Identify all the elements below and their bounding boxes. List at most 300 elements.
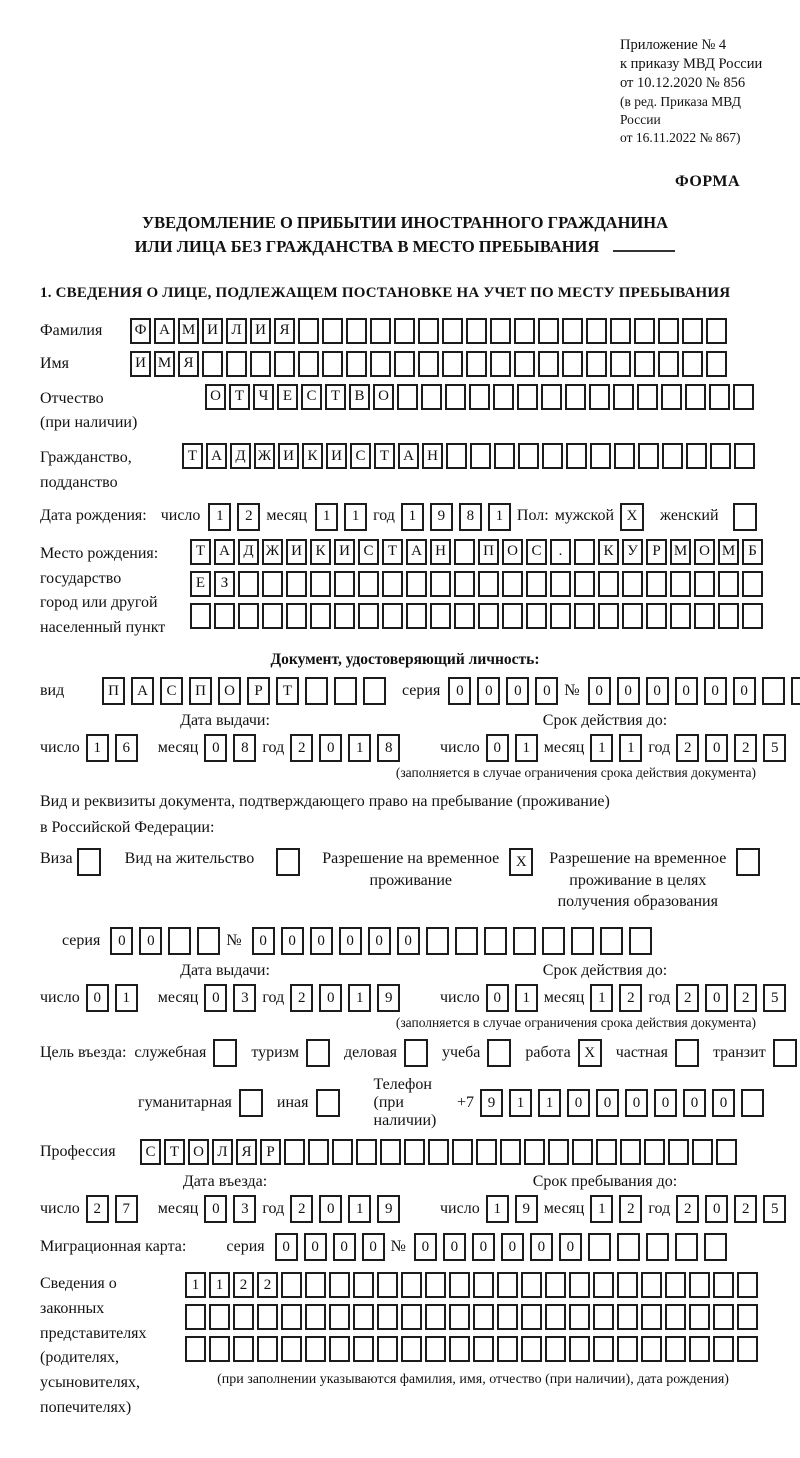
cell[interactable] <box>526 603 547 629</box>
res-issue-day-cells[interactable] <box>86 984 144 1012</box>
cell[interactable]: О <box>218 677 241 705</box>
cell[interactable] <box>305 677 328 705</box>
cell[interactable] <box>401 1272 422 1298</box>
cell[interactable]: 0 <box>477 677 500 705</box>
cell[interactable]: 1 <box>515 984 538 1012</box>
cell[interactable] <box>791 677 800 705</box>
cell[interactable] <box>548 1139 569 1165</box>
cell[interactable] <box>502 603 523 629</box>
cell[interactable] <box>401 1336 422 1362</box>
cell[interactable] <box>641 1336 662 1362</box>
cell[interactable] <box>641 1272 662 1298</box>
cell[interactable]: 0 <box>319 984 342 1012</box>
citizenship-cells[interactable] <box>182 443 758 469</box>
cell[interactable] <box>718 571 739 597</box>
cell[interactable] <box>276 848 300 876</box>
cell[interactable] <box>542 443 563 469</box>
cell[interactable] <box>692 1139 713 1165</box>
cell[interactable] <box>404 1139 425 1165</box>
cell[interactable]: 6 <box>115 734 138 762</box>
cell[interactable]: 9 <box>377 984 400 1012</box>
cell[interactable]: 8 <box>377 734 400 762</box>
cell[interactable]: 0 <box>559 1233 582 1261</box>
cell[interactable] <box>466 351 487 377</box>
cell[interactable]: 2 <box>237 503 260 531</box>
cell[interactable]: Л <box>226 318 247 344</box>
cell[interactable] <box>346 318 367 344</box>
cell[interactable] <box>497 1336 518 1362</box>
cell[interactable] <box>310 571 331 597</box>
cell[interactable] <box>716 1139 737 1165</box>
cell[interactable] <box>713 1272 734 1298</box>
cell[interactable] <box>298 351 319 377</box>
cell[interactable]: . <box>550 539 571 565</box>
birth-day-cells[interactable] <box>208 503 266 531</box>
cell[interactable]: 0 <box>654 1089 677 1117</box>
cell[interactable]: С <box>140 1139 161 1165</box>
cell[interactable]: Б <box>742 539 763 565</box>
cell[interactable]: 0 <box>704 677 727 705</box>
cell[interactable] <box>213 1039 237 1067</box>
doc-number-cells[interactable] <box>588 677 800 705</box>
cell[interactable] <box>713 1304 734 1330</box>
cell[interactable]: А <box>154 318 175 344</box>
cell[interactable]: 1 <box>209 1272 230 1298</box>
cell[interactable] <box>513 927 536 955</box>
cell[interactable] <box>689 1272 710 1298</box>
cell[interactable] <box>305 1304 326 1330</box>
cell[interactable] <box>502 571 523 597</box>
doc-kind-cells[interactable] <box>102 677 392 705</box>
cell[interactable] <box>185 1304 206 1330</box>
cell[interactable] <box>334 677 357 705</box>
cell[interactable]: 0 <box>414 1233 437 1261</box>
cell[interactable] <box>190 603 211 629</box>
cell[interactable] <box>662 443 683 469</box>
cell[interactable]: 2 <box>290 1195 313 1223</box>
cell[interactable]: 8 <box>233 734 256 762</box>
cell[interactable] <box>542 927 565 955</box>
cell[interactable] <box>617 1304 638 1330</box>
cell[interactable]: 0 <box>362 1233 385 1261</box>
cell[interactable]: П <box>102 677 125 705</box>
cell[interactable]: Р <box>260 1139 281 1165</box>
cell[interactable] <box>490 318 511 344</box>
cell[interactable] <box>710 443 731 469</box>
cell[interactable] <box>382 571 403 597</box>
cell[interactable] <box>310 603 331 629</box>
issue-day-cells[interactable] <box>86 734 144 762</box>
cell[interactable] <box>521 1336 542 1362</box>
cell[interactable] <box>358 603 379 629</box>
cell[interactable]: 0 <box>705 1195 728 1223</box>
cell[interactable] <box>497 1304 518 1330</box>
cell[interactable]: 0 <box>646 677 669 705</box>
purpose-other-checkbox[interactable] <box>316 1089 340 1117</box>
cell[interactable]: 1 <box>208 503 231 531</box>
cell[interactable] <box>316 1089 340 1117</box>
cell[interactable]: 0 <box>486 734 509 762</box>
entry-day-cells[interactable] <box>86 1195 144 1223</box>
cell[interactable] <box>394 351 415 377</box>
cell[interactable]: 0 <box>252 927 275 955</box>
cell[interactable]: 1 <box>590 1195 613 1223</box>
cell[interactable] <box>718 603 739 629</box>
cell[interactable] <box>644 1139 665 1165</box>
cell[interactable]: И <box>202 318 223 344</box>
entry-year-cells[interactable] <box>290 1195 406 1223</box>
cell[interactable] <box>262 571 283 597</box>
cell[interactable]: И <box>286 539 307 565</box>
cell[interactable] <box>541 384 562 410</box>
cell[interactable] <box>421 384 442 410</box>
cell[interactable]: 0 <box>448 677 471 705</box>
cell[interactable]: Т <box>182 443 203 469</box>
cell[interactable] <box>704 1233 727 1261</box>
cell[interactable]: А <box>398 443 419 469</box>
cell[interactable] <box>430 603 451 629</box>
cell[interactable]: 1 <box>486 1195 509 1223</box>
purpose-private-checkbox[interactable] <box>675 1039 699 1067</box>
cell[interactable] <box>281 1304 302 1330</box>
cell[interactable]: 1 <box>509 1089 532 1117</box>
cell[interactable]: М <box>718 539 739 565</box>
cell[interactable] <box>500 1139 521 1165</box>
cell[interactable]: Е <box>277 384 298 410</box>
cell[interactable] <box>397 384 418 410</box>
cell[interactable]: 0 <box>683 1089 706 1117</box>
cell[interactable]: И <box>334 539 355 565</box>
cell[interactable]: У <box>622 539 643 565</box>
cell[interactable] <box>773 1039 797 1067</box>
cell[interactable] <box>638 443 659 469</box>
cell[interactable] <box>572 1139 593 1165</box>
cell[interactable] <box>706 351 727 377</box>
cell[interactable]: 2 <box>86 1195 109 1223</box>
cell[interactable]: 2 <box>619 984 642 1012</box>
cell[interactable]: 0 <box>319 734 342 762</box>
cell[interactable] <box>478 571 499 597</box>
cell[interactable]: 0 <box>139 927 162 955</box>
cell[interactable] <box>593 1272 614 1298</box>
cell[interactable]: 0 <box>705 734 728 762</box>
cell[interactable]: 3 <box>233 1195 256 1223</box>
cell[interactable]: 0 <box>472 1233 495 1261</box>
cell[interactable]: 5 <box>763 1195 786 1223</box>
sex-female-checkbox[interactable] <box>733 503 757 531</box>
cell[interactable]: 5 <box>763 984 786 1012</box>
cell[interactable]: Т <box>229 384 250 410</box>
cell[interactable]: 2 <box>734 1195 757 1223</box>
cell[interactable] <box>490 351 511 377</box>
cell[interactable] <box>737 1272 758 1298</box>
cell[interactable]: А <box>406 539 427 565</box>
res-valid-year-cells[interactable] <box>676 984 792 1012</box>
cell[interactable] <box>466 318 487 344</box>
cell[interactable]: 1 <box>348 1195 371 1223</box>
cell[interactable]: 1 <box>315 503 338 531</box>
res-issue-month-cells[interactable] <box>204 984 262 1012</box>
purpose-work-checkbox[interactable] <box>578 1039 602 1067</box>
cell[interactable]: 1 <box>515 734 538 762</box>
cell[interactable] <box>305 1272 326 1298</box>
cell[interactable] <box>524 1139 545 1165</box>
cell[interactable] <box>442 318 463 344</box>
cell[interactable] <box>209 1304 230 1330</box>
cell[interactable] <box>646 603 667 629</box>
cell[interactable]: X <box>620 503 644 531</box>
cell[interactable] <box>478 603 499 629</box>
cell[interactable]: 1 <box>590 734 613 762</box>
cell[interactable]: 0 <box>397 927 420 955</box>
cell[interactable] <box>694 603 715 629</box>
purpose-official-checkbox[interactable] <box>213 1039 237 1067</box>
cell[interactable]: 0 <box>675 677 698 705</box>
cell[interactable] <box>358 571 379 597</box>
cell[interactable]: Т <box>374 443 395 469</box>
cell[interactable]: Ж <box>262 539 283 565</box>
legal-reps-cells-1[interactable] <box>185 1272 761 1298</box>
cell[interactable] <box>741 1089 764 1117</box>
cell[interactable]: 2 <box>619 1195 642 1223</box>
cell[interactable] <box>562 318 583 344</box>
cell[interactable]: 0 <box>486 984 509 1012</box>
cell[interactable] <box>442 351 463 377</box>
res-issue-year-cells[interactable] <box>290 984 406 1012</box>
cell[interactable] <box>473 1304 494 1330</box>
cell[interactable] <box>569 1336 590 1362</box>
cell[interactable] <box>449 1336 470 1362</box>
cell[interactable]: 3 <box>233 984 256 1012</box>
cell[interactable]: М <box>178 318 199 344</box>
cell[interactable] <box>329 1272 350 1298</box>
purpose-transit-checkbox[interactable] <box>773 1039 797 1067</box>
valid-day-cells[interactable] <box>486 734 544 762</box>
cell[interactable]: 2 <box>734 734 757 762</box>
cell[interactable] <box>214 603 235 629</box>
cell[interactable] <box>682 318 703 344</box>
cell[interactable] <box>418 318 439 344</box>
cell[interactable] <box>356 1139 377 1165</box>
cell[interactable]: К <box>310 539 331 565</box>
cell[interactable]: Е <box>190 571 211 597</box>
cell[interactable] <box>590 443 611 469</box>
cell[interactable] <box>586 318 607 344</box>
cell[interactable] <box>622 603 643 629</box>
cell[interactable] <box>382 603 403 629</box>
cell[interactable]: 0 <box>281 927 304 955</box>
purpose-humanitarian-checkbox[interactable] <box>239 1089 263 1117</box>
cell[interactable] <box>538 318 559 344</box>
cell[interactable]: С <box>358 539 379 565</box>
cell[interactable]: X <box>509 848 533 876</box>
cell[interactable] <box>562 351 583 377</box>
cell[interactable] <box>518 443 539 469</box>
cell[interactable] <box>665 1272 686 1298</box>
cell[interactable] <box>598 571 619 597</box>
legal-reps-cells-2[interactable] <box>185 1304 761 1330</box>
cell[interactable] <box>686 443 707 469</box>
purpose-study-checkbox[interactable] <box>487 1039 511 1067</box>
cell[interactable] <box>620 1139 641 1165</box>
cell[interactable] <box>665 1336 686 1362</box>
cell[interactable] <box>377 1336 398 1362</box>
cell[interactable]: Н <box>430 539 451 565</box>
cell[interactable]: 2 <box>257 1272 278 1298</box>
cell[interactable] <box>329 1336 350 1362</box>
cell[interactable] <box>613 384 634 410</box>
cell[interactable]: В <box>349 384 370 410</box>
cell[interactable] <box>281 1336 302 1362</box>
cell[interactable] <box>353 1336 374 1362</box>
cell[interactable] <box>257 1304 278 1330</box>
cell[interactable]: Т <box>325 384 346 410</box>
cell[interactable]: О <box>188 1139 209 1165</box>
cell[interactable] <box>425 1304 446 1330</box>
res-number-cells[interactable] <box>252 927 658 955</box>
cell[interactable] <box>329 1304 350 1330</box>
entry-month-cells[interactable] <box>204 1195 262 1223</box>
profession-cells[interactable] <box>140 1139 740 1165</box>
cell[interactable] <box>493 384 514 410</box>
cell[interactable] <box>233 1304 254 1330</box>
cell[interactable] <box>514 351 535 377</box>
cell[interactable]: О <box>694 539 715 565</box>
cell[interactable] <box>452 1139 473 1165</box>
cell[interactable]: 9 <box>515 1195 538 1223</box>
cell[interactable] <box>334 571 355 597</box>
cell[interactable] <box>334 603 355 629</box>
cell[interactable] <box>675 1039 699 1067</box>
cell[interactable] <box>571 927 594 955</box>
temp-residence-education-checkbox[interactable] <box>736 848 760 876</box>
cell[interactable] <box>634 351 655 377</box>
cell[interactable]: Я <box>236 1139 257 1165</box>
patronymic-cells[interactable] <box>205 384 757 410</box>
cell[interactable] <box>284 1139 305 1165</box>
cell[interactable]: Д <box>238 539 259 565</box>
cell[interactable] <box>622 571 643 597</box>
visa-checkbox[interactable] <box>77 848 101 876</box>
cell[interactable] <box>694 571 715 597</box>
cell[interactable]: Ж <box>254 443 275 469</box>
cell[interactable] <box>600 927 623 955</box>
doc-series-cells[interactable] <box>448 677 564 705</box>
cell[interactable]: 0 <box>310 927 333 955</box>
cell[interactable]: А <box>131 677 154 705</box>
cell[interactable] <box>281 1272 302 1298</box>
cell[interactable] <box>713 1336 734 1362</box>
cell[interactable]: 1 <box>488 503 511 531</box>
cell[interactable] <box>484 927 507 955</box>
cell[interactable] <box>428 1139 449 1165</box>
cell[interactable] <box>538 351 559 377</box>
issue-month-cells[interactable] <box>204 734 262 762</box>
cell[interactable] <box>569 1304 590 1330</box>
cell[interactable]: О <box>502 539 523 565</box>
birth-place-cells-1[interactable] <box>190 539 766 565</box>
cell[interactable] <box>737 1304 758 1330</box>
cell[interactable] <box>521 1304 542 1330</box>
birth-place-cells-2[interactable] <box>190 571 766 597</box>
cell[interactable]: 0 <box>204 984 227 1012</box>
cell[interactable]: 0 <box>110 927 133 955</box>
cell[interactable]: 0 <box>617 677 640 705</box>
cell[interactable]: X <box>578 1039 602 1067</box>
cell[interactable] <box>185 1336 206 1362</box>
cell[interactable]: 1 <box>401 503 424 531</box>
cell[interactable] <box>445 384 466 410</box>
cell[interactable] <box>593 1336 614 1362</box>
cell[interactable] <box>370 351 391 377</box>
cell[interactable]: Р <box>247 677 270 705</box>
cell[interactable] <box>286 603 307 629</box>
cell[interactable] <box>545 1272 566 1298</box>
cell[interactable]: 0 <box>535 677 558 705</box>
valid-year-cells[interactable] <box>676 734 792 762</box>
cell[interactable] <box>469 384 490 410</box>
cell[interactable] <box>406 571 427 597</box>
cell[interactable] <box>250 351 271 377</box>
cell[interactable]: 2 <box>676 984 699 1012</box>
cell[interactable]: 5 <box>763 734 786 762</box>
cell[interactable] <box>646 1233 669 1261</box>
cell[interactable] <box>454 539 475 565</box>
cell[interactable] <box>670 571 691 597</box>
cell[interactable] <box>682 351 703 377</box>
cell[interactable]: 0 <box>712 1089 735 1117</box>
cell[interactable]: М <box>670 539 691 565</box>
cell[interactable] <box>353 1272 374 1298</box>
cell[interactable] <box>476 1139 497 1165</box>
cell[interactable]: Т <box>276 677 299 705</box>
cell[interactable] <box>238 603 259 629</box>
cell[interactable]: С <box>350 443 371 469</box>
cell[interactable] <box>455 927 478 955</box>
cell[interactable] <box>646 571 667 597</box>
valid-month-cells[interactable] <box>590 734 648 762</box>
cell[interactable]: П <box>478 539 499 565</box>
cell[interactable] <box>629 927 652 955</box>
res-series-cells[interactable] <box>110 927 226 955</box>
cell[interactable] <box>497 1272 518 1298</box>
cell[interactable]: 0 <box>319 1195 342 1223</box>
cell[interactable]: 0 <box>501 1233 524 1261</box>
cell[interactable] <box>202 351 223 377</box>
cell[interactable] <box>494 443 515 469</box>
cell[interactable]: Д <box>230 443 251 469</box>
cell[interactable] <box>322 351 343 377</box>
cell[interactable] <box>449 1272 470 1298</box>
cell[interactable] <box>689 1304 710 1330</box>
cell[interactable]: 0 <box>530 1233 553 1261</box>
cell[interactable] <box>418 351 439 377</box>
cell[interactable] <box>565 384 586 410</box>
cell[interactable] <box>430 571 451 597</box>
cell[interactable] <box>668 1139 689 1165</box>
stay-year-cells[interactable] <box>676 1195 792 1223</box>
cell[interactable]: 2 <box>676 734 699 762</box>
cell[interactable]: Я <box>274 318 295 344</box>
cell[interactable] <box>363 677 386 705</box>
cell[interactable] <box>306 1039 330 1067</box>
birth-year-cells[interactable] <box>401 503 517 531</box>
cell[interactable] <box>742 603 763 629</box>
cell[interactable] <box>614 443 635 469</box>
cell[interactable]: Т <box>190 539 211 565</box>
cell[interactable] <box>596 1139 617 1165</box>
cell[interactable] <box>762 677 785 705</box>
